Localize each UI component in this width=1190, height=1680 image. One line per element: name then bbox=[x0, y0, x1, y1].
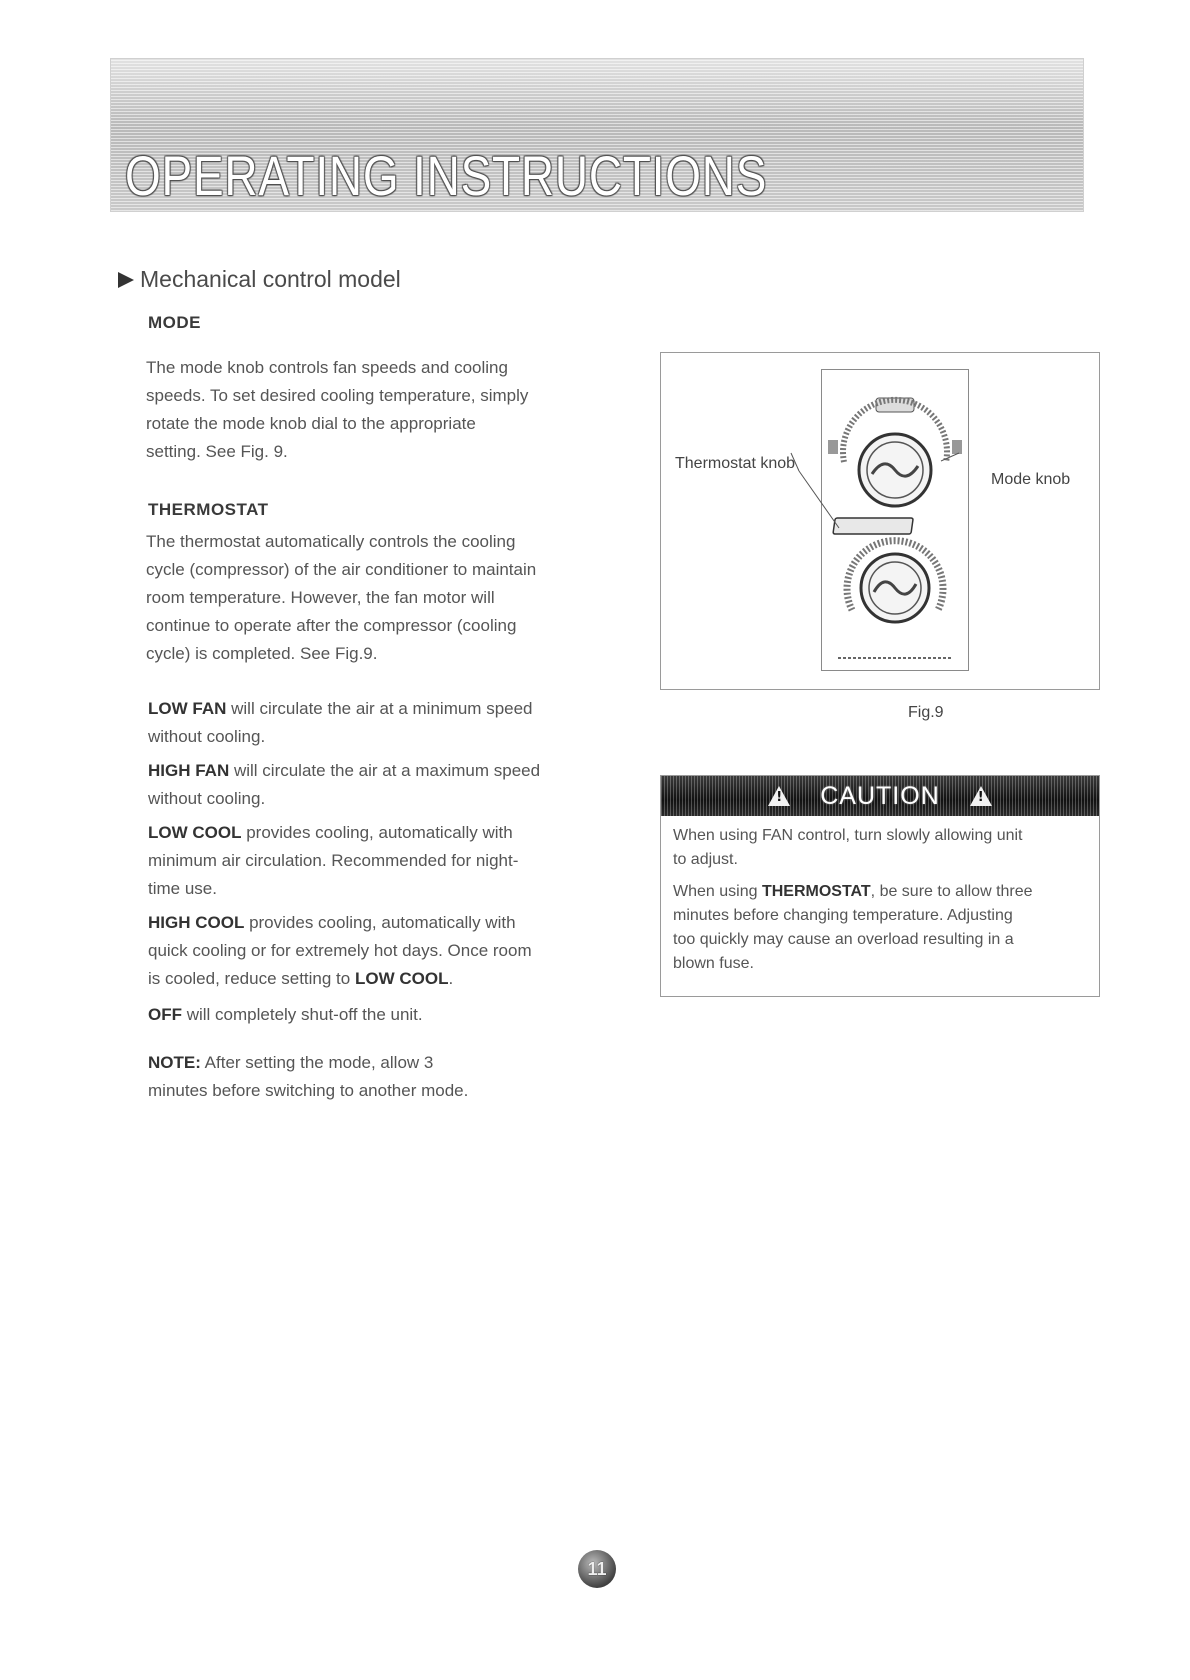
high-cool-text: quick cooling or for extremely hot days. Once room bbox=[148, 941, 532, 960]
off-term: OFF bbox=[148, 1005, 182, 1024]
high-cool-term: LOW COOL bbox=[354, 969, 449, 988]
thermostat-heading: THERMOSTAT bbox=[148, 500, 269, 519]
off-paragraph bbox=[148, 1001, 618, 1029]
mode-heading: MODE bbox=[148, 313, 201, 332]
caution-term: THERMOSTAT bbox=[761, 883, 871, 900]
off-text: will completely shut-off the unit. bbox=[182, 1005, 423, 1024]
section-heading bbox=[118, 266, 401, 293]
low-fan-paragraph bbox=[148, 695, 618, 751]
note-term: NOTE: bbox=[148, 1053, 201, 1072]
high-cool-paragraph bbox=[148, 909, 618, 993]
caution-box bbox=[660, 775, 1100, 997]
caution-text: When using FAN control, turn slowly allowing unit bbox=[673, 827, 1023, 844]
caution-text: to adjust. bbox=[673, 851, 738, 868]
figure-caption: Fig.9 bbox=[908, 704, 944, 721]
note-text: minutes before switching to another mode. bbox=[148, 1081, 469, 1100]
high-cool-text: provides cooling, automatically with bbox=[244, 913, 516, 932]
mode-line: rotate the mode knob dial to the appropriate bbox=[146, 414, 476, 433]
high-fan-text: will circulate the air at a maximum speed bbox=[229, 761, 541, 780]
mode-line: setting. See Fig. 9. bbox=[146, 442, 288, 461]
low-fan-term: LOW FAN bbox=[148, 699, 227, 718]
low-cool-text: time use. bbox=[148, 879, 217, 898]
high-fan-paragraph bbox=[148, 757, 618, 813]
caution-text: When using bbox=[673, 883, 762, 900]
page-number: 11 bbox=[587, 1558, 607, 1579]
warning-triangle-icon bbox=[970, 786, 992, 806]
caution-thermostat-paragraph bbox=[673, 880, 1097, 976]
leader-lines-icon bbox=[661, 353, 1099, 689]
low-cool-text: provides cooling, automatically with bbox=[241, 823, 513, 842]
note-paragraph bbox=[148, 1049, 618, 1105]
figure-9-box bbox=[660, 352, 1100, 690]
caution-title: CAUTION bbox=[820, 781, 940, 810]
thermostat-line: cycle (compressor) of the air conditioner to maintain bbox=[146, 560, 537, 579]
low-cool-paragraph bbox=[148, 819, 618, 903]
high-cool-term: HIGH COOL bbox=[148, 913, 245, 932]
mode-line: The mode knob controls fan speeds and cooling bbox=[146, 358, 508, 377]
page-number-badge bbox=[578, 1550, 616, 1588]
high-fan-text: without cooling. bbox=[148, 789, 266, 808]
thermostat-line: The thermostat automatically controls the cooling bbox=[146, 532, 516, 551]
thermostat-paragraph bbox=[146, 528, 616, 668]
low-cool-term: LOW COOL bbox=[148, 823, 242, 842]
caution-text: too quickly may cause an overload resulting in a bbox=[673, 931, 1014, 948]
mode-paragraph bbox=[146, 354, 606, 466]
thermostat-knob-label: Thermostat knob bbox=[675, 455, 796, 472]
header-banner bbox=[110, 58, 1084, 212]
section-heading-text: Mechanical control model bbox=[140, 266, 401, 292]
triangle-bullet-icon bbox=[118, 272, 134, 288]
high-cool-text: is cooled, reduce setting to bbox=[148, 969, 355, 988]
mode-knob-label: Mode knob bbox=[991, 471, 1071, 488]
high-fan-term: HIGH FAN bbox=[148, 761, 230, 780]
thermostat-line: continue to operate after the compressor (cooling bbox=[146, 616, 517, 635]
warning-triangle-icon bbox=[768, 786, 790, 806]
caution-text: minutes before changing temperature. Adjusting bbox=[673, 907, 1013, 924]
low-fan-text: without cooling. bbox=[148, 727, 266, 746]
caution-header bbox=[661, 776, 1099, 816]
caution-fan-paragraph bbox=[673, 824, 1093, 872]
thermostat-line: room temperature. However, the fan motor will bbox=[146, 588, 495, 607]
page-title: OPERATING INSTRUCTIONS bbox=[125, 144, 768, 207]
low-fan-text: will circulate the air at a minimum speed bbox=[226, 699, 533, 718]
mode-line: speeds. To set desired cooling temperature, simply bbox=[146, 386, 529, 405]
high-cool-text: . bbox=[448, 969, 454, 988]
low-cool-text: minimum air circulation. Recommended for night- bbox=[148, 851, 519, 870]
note-text: After setting the mode, allow 3 bbox=[200, 1053, 434, 1072]
caution-text: blown fuse. bbox=[673, 955, 754, 972]
caution-text: , be sure to allow three bbox=[870, 883, 1033, 900]
thermostat-line: cycle) is completed. See Fig.9. bbox=[146, 644, 378, 663]
